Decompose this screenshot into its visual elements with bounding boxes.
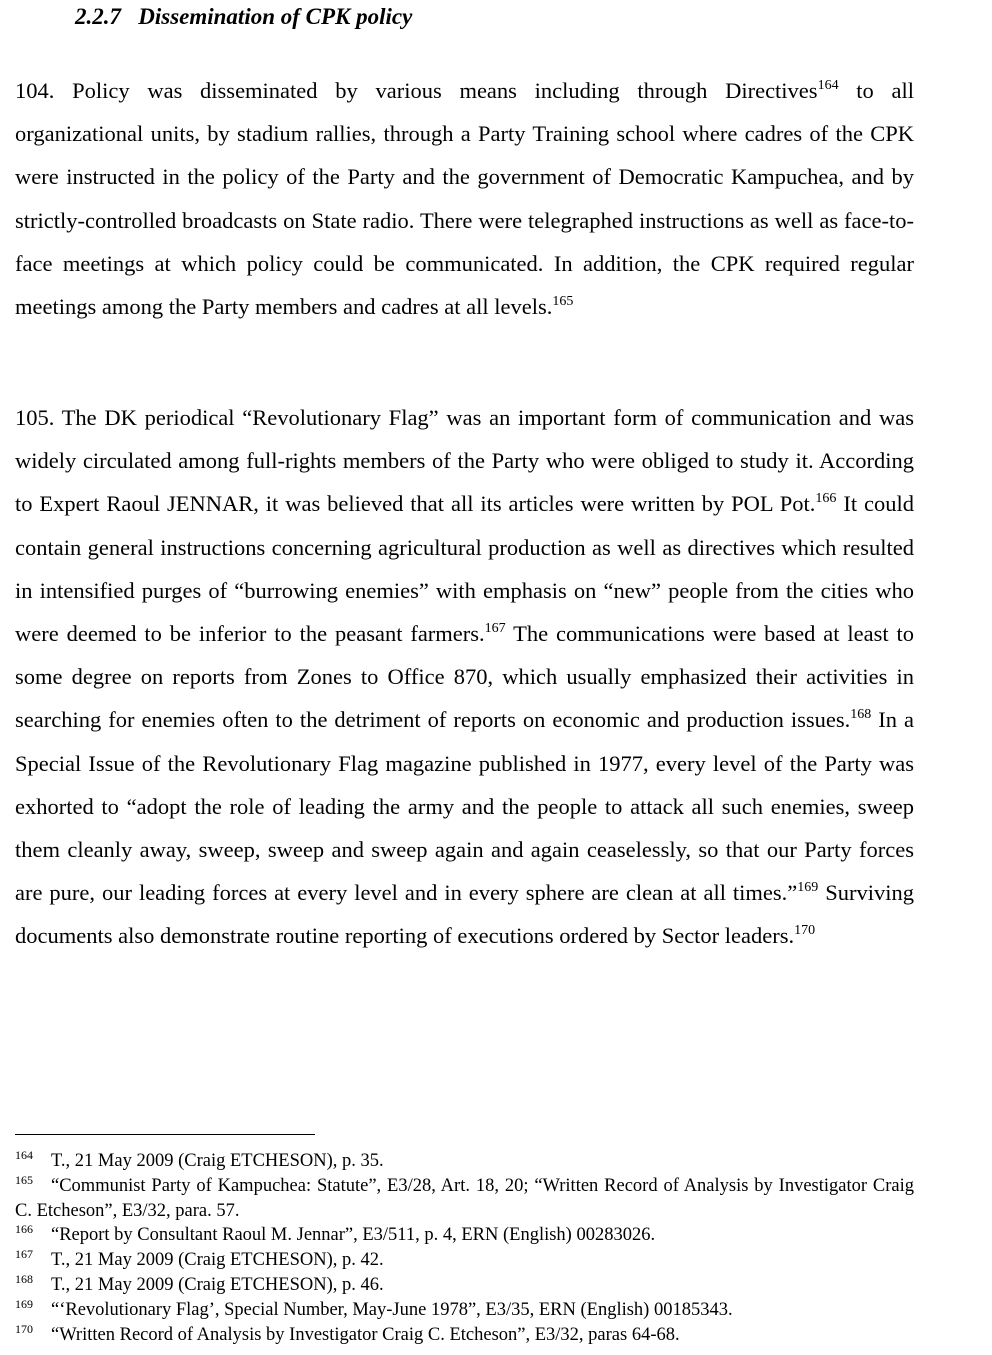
footnote-ref[interactable]: 168 — [850, 707, 872, 723]
paragraph-text: The communications were based at least to some degree on reports from Zones to Office 870, which usually emphasized their activities in searching for enemies often to the detriment of reports on economic and production issues. — [15, 621, 915, 733]
footnote — [15, 1273, 914, 1298]
paragraph-text: The DK periodical “Revolutionary Flag” was an important form of communication and was widely circulated among full-rights members of the Party who were obliged to study it. According to Expert Raoul JENNAR, it was believed that all its articles were written by POL Pot. — [15, 405, 914, 517]
paragraph-number: 105. — [15, 405, 55, 430]
footnotes — [15, 1149, 914, 1348]
footnote-number: 164 — [15, 1148, 33, 1162]
paragraph-105 — [15, 396, 914, 958]
paragraph-text: Policy was disseminated by various means including through Directives — [72, 78, 818, 103]
paragraph-text: In a Special Issue of the Revolutionary Flag magazine published in 1977, every level of the Party was exhorted to “adopt the role of leading the army and the people to attack all such enemies, sweep them cleanly away, sweep, sweep and sweep again and again ceaselessly, so that our Party forces are pure, our leading forces at every level and in every sphere are clean at all times.” — [15, 707, 914, 906]
footnote-ref[interactable]: 170 — [794, 923, 816, 939]
footnote — [15, 1323, 914, 1348]
footnote-ref[interactable]: 164 — [817, 78, 839, 93]
footnote — [15, 1223, 914, 1248]
footnote-number: 167 — [15, 1247, 33, 1261]
paragraph-text: It could contain general instructions concerning agricultural production as well as directives which resulted in intensified purges of “burrowing enemies” with emphasis on “new” people from the cities who were deemed to be inferior to the peasant farmers. — [15, 491, 915, 647]
footnote-text: T., 21 May 2009 (Craig ETCHESON), p. 46. — [51, 1275, 384, 1295]
footnote-text: T., 21 May 2009 (Craig ETCHESON), p. 35. — [51, 1151, 384, 1171]
footnote-number: 169 — [15, 1297, 33, 1311]
paragraph-number: 104. — [15, 78, 55, 103]
footnote-number: 165 — [15, 1173, 33, 1187]
footnote-number: 168 — [15, 1272, 33, 1286]
paragraph-text: to all organizational units, by stadium rallies, through a Party Training school where cadres of the CPK were instructed in the policy of the Party and the government of Democratic Kampuchea, and by strictly-controlled broadcasts on State radio. There were telegraphed instructions as well as face-to-face meetings at which policy could be communicated. In addition, the CPK required regular meetings among the Party members and cadres at all levels. — [15, 78, 915, 320]
footnote-ref[interactable]: 166 — [815, 491, 837, 507]
section-title: Dissemination of CPK policy — [138, 4, 413, 29]
footnote — [15, 1149, 914, 1174]
footnote — [15, 1248, 914, 1273]
footnote-separator — [15, 1134, 315, 1135]
footnote-ref[interactable]: 165 — [552, 294, 574, 310]
section-number: 2.2.7 — [75, 4, 121, 29]
footnote-number: 170 — [15, 1322, 33, 1336]
footnote-number: 166 — [15, 1222, 33, 1236]
section-heading — [75, 4, 412, 30]
footnote-text: “Written Record of Analysis by Investigator Craig C. Etcheson”, E3/32, paras 64-68. — [51, 1325, 680, 1345]
footnote-ref[interactable]: 169 — [797, 880, 819, 896]
paragraph-104 — [15, 69, 914, 328]
footnote-text: “Communist Party of Kampuchea: Statute”, E3/28, Art. 18, 20; “Written Record of Analysis by Investigator Craig C. Etcheson”, E3/32, para. 57. — [15, 1176, 914, 1221]
footnote-text: “Report by Consultant Raoul M. Jennar”, E3/511, p. 4, ERN (English) 00283026. — [51, 1225, 656, 1245]
paragraph-text: Surviving documents also demonstrate routine reporting of executions ordered by Sector leaders. — [15, 880, 915, 949]
footnote-text: T., 21 May 2009 (Craig ETCHESON), p. 42. — [51, 1250, 384, 1270]
footnote-ref[interactable]: 167 — [484, 621, 506, 637]
footnote — [15, 1174, 914, 1223]
footnote — [15, 1298, 914, 1323]
footnote-text: “‘Revolutionary Flag’, Special Number, May-June 1978”, E3/35, ERN (English) 00185343. — [51, 1300, 733, 1320]
